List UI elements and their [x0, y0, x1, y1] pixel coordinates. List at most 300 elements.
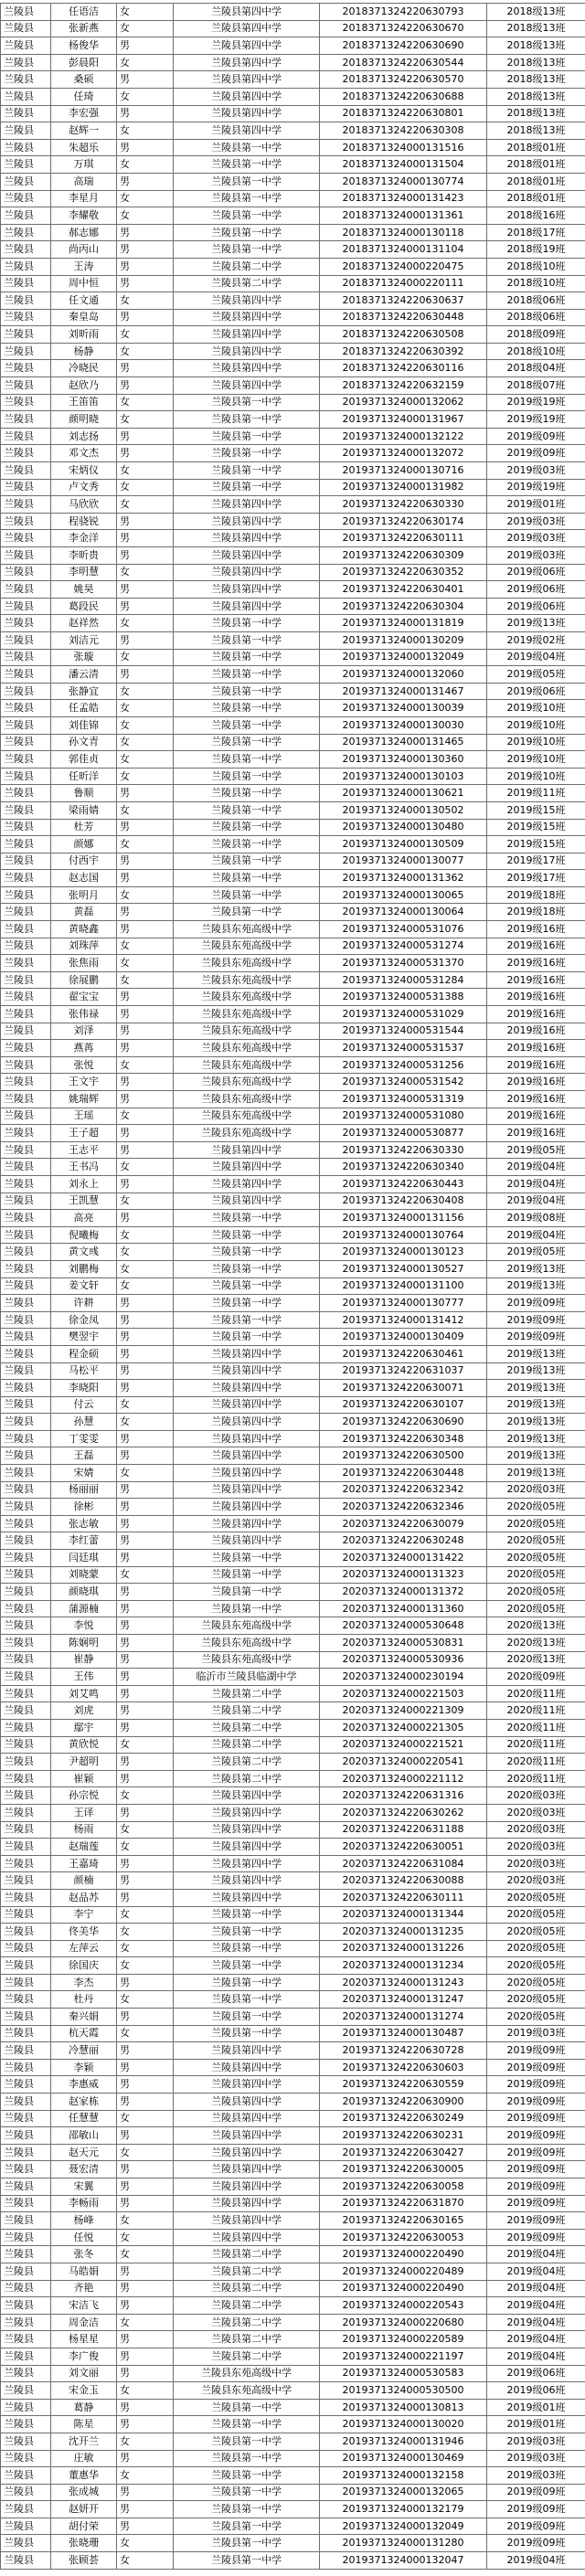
name-cell[interactable]: 付西宇	[51, 853, 117, 870]
school-cell[interactable]: 兰陵县第二中学	[174, 1770, 320, 1787]
county-cell[interactable]: 兰陵县	[1, 1839, 51, 1856]
student-id-cell[interactable]: 2019371324000130509	[320, 836, 487, 853]
student-id-cell[interactable]: 2020371324000221305	[320, 1719, 487, 1736]
school-cell[interactable]: 兰陵县第一中学	[174, 173, 320, 190]
county-cell[interactable]: 兰陵县	[1, 886, 51, 904]
class-cell[interactable]: 2020级05班	[487, 1957, 585, 1975]
class-cell[interactable]: 2019级04班	[487, 1159, 585, 1176]
county-cell[interactable]: 兰陵县	[1, 1074, 51, 1091]
county-cell[interactable]: 兰陵县	[1, 54, 51, 71]
gender-cell[interactable]: 女	[117, 2025, 174, 2042]
class-cell[interactable]: 2019级16班	[487, 955, 585, 972]
school-cell[interactable]: 兰陵县第一中学	[174, 870, 320, 887]
student-id-cell[interactable]: 2019371324000131967	[320, 411, 487, 429]
name-cell[interactable]: 高亮	[51, 1210, 117, 1227]
name-cell[interactable]: 左萍云	[51, 1940, 117, 1957]
name-cell[interactable]: 李晓阳	[51, 1380, 117, 1397]
school-cell[interactable]: 兰陵县第一中学	[174, 428, 320, 445]
school-cell[interactable]: 兰陵县第二中学	[174, 1754, 320, 1771]
school-cell[interactable]: 兰陵县第四中学	[174, 1380, 320, 1397]
school-cell[interactable]: 兰陵县第一中学	[174, 886, 320, 904]
name-cell[interactable]: 黄晓鑫	[51, 921, 117, 938]
school-cell[interactable]: 兰陵县第四中学	[174, 4, 320, 21]
class-cell[interactable]: 2019级06班	[487, 564, 585, 581]
class-cell[interactable]: 2018级13班	[487, 71, 585, 89]
school-cell[interactable]: 兰陵县第四中学	[174, 2127, 320, 2145]
school-cell[interactable]: 兰陵县第四中学	[174, 2144, 320, 2161]
class-cell[interactable]: 2019级05班	[487, 1244, 585, 1261]
school-cell[interactable]: 兰陵县第四中学	[174, 1872, 320, 1890]
gender-cell[interactable]: 女	[117, 292, 174, 310]
name-cell[interactable]: 李畅雨	[51, 2195, 117, 2212]
student-id-cell[interactable]: 2019371324220630559	[320, 2076, 487, 2094]
student-id-cell[interactable]: 2020371324000131372	[320, 1584, 487, 1601]
class-cell[interactable]: 2019级16班	[487, 1074, 585, 1091]
class-cell[interactable]: 2018级06班	[487, 292, 585, 310]
class-cell[interactable]: 2019级16班	[487, 938, 585, 955]
county-cell[interactable]: 兰陵县	[1, 1226, 51, 1244]
class-cell[interactable]: 2018级01班	[487, 173, 585, 190]
class-cell[interactable]: 2018级10班	[487, 275, 585, 292]
school-cell[interactable]: 兰陵县第一中学	[174, 224, 320, 241]
school-cell[interactable]: 兰陵县第四中学	[174, 326, 320, 344]
student-id-cell[interactable]: 2019371324000531080	[320, 1108, 487, 1125]
gender-cell[interactable]: 男	[117, 1447, 174, 1465]
county-cell[interactable]: 兰陵县	[1, 1821, 51, 1839]
school-cell[interactable]: 兰陵县第四中学	[174, 377, 320, 395]
school-cell[interactable]: 兰陵县第四中学	[174, 1193, 320, 1210]
county-cell[interactable]: 兰陵县	[1, 258, 51, 275]
gender-cell[interactable]: 男	[117, 904, 174, 921]
school-cell[interactable]: 兰陵县东苑高级中学	[174, 1617, 320, 1635]
school-cell[interactable]: 兰陵县第一中学	[174, 1584, 320, 1601]
gender-cell[interactable]: 女	[117, 1906, 174, 1924]
student-id-cell[interactable]: 2019371324000130064	[320, 904, 487, 921]
student-id-cell[interactable]: 2018371324000130774	[320, 173, 487, 190]
class-cell[interactable]: 2019级03班	[487, 2433, 585, 2450]
name-cell[interactable]: 彭晨阳	[51, 54, 117, 71]
student-id-cell[interactable]: 2019371324220631870	[320, 2195, 487, 2212]
county-cell[interactable]: 兰陵县	[1, 1430, 51, 1447]
name-cell[interactable]: 黄文彧	[51, 1244, 117, 1261]
name-cell[interactable]: 秦兴娟	[51, 2009, 117, 2026]
name-cell[interactable]: 周中恒	[51, 275, 117, 292]
class-cell[interactable]: 2020级05班	[487, 1532, 585, 1550]
class-cell[interactable]: 2019级18班	[487, 886, 585, 904]
county-cell[interactable]: 兰陵县	[1, 734, 51, 751]
county-cell[interactable]: 兰陵县	[1, 2178, 51, 2196]
student-id-cell[interactable]: 2019371324000130777	[320, 1295, 487, 1312]
school-cell[interactable]: 兰陵县第一中学	[174, 649, 320, 666]
gender-cell[interactable]: 男	[117, 2094, 174, 2111]
student-id-cell[interactable]: 2019371324220630330	[320, 496, 487, 514]
student-id-cell[interactable]: 2020371324000221503	[320, 1685, 487, 1702]
class-cell[interactable]: 2019级16班	[487, 1125, 585, 1142]
county-cell[interactable]: 兰陵县	[1, 1311, 51, 1329]
name-cell[interactable]: 刘虎	[51, 1702, 117, 1720]
class-cell[interactable]: 2019级13班	[487, 1277, 585, 1295]
gender-cell[interactable]: 女	[117, 394, 174, 411]
class-cell[interactable]: 2019级16班	[487, 971, 585, 989]
name-cell[interactable]: 马欣欣	[51, 496, 117, 514]
name-cell[interactable]: 郝志娜	[51, 224, 117, 241]
class-cell[interactable]: 2019级13班	[487, 1396, 585, 1414]
student-id-cell[interactable]: 2019371324220630340	[320, 1159, 487, 1176]
student-id-cell[interactable]: 2019371324000132065	[320, 2484, 487, 2501]
name-cell[interactable]: 孙宗悦	[51, 1787, 117, 1805]
name-cell[interactable]: 赵欣乃	[51, 377, 117, 395]
class-cell[interactable]: 2019级04班	[487, 2348, 585, 2365]
school-cell[interactable]: 兰陵县第一中学	[174, 1550, 320, 1567]
county-cell[interactable]: 兰陵县	[1, 1804, 51, 1821]
student-id-cell[interactable]: 2019371324220630408	[320, 1193, 487, 1210]
school-cell[interactable]: 兰陵县第一中学	[174, 2518, 320, 2535]
name-cell[interactable]: 丁雯雯	[51, 1430, 117, 1447]
class-cell[interactable]: 2020级11班	[487, 1754, 585, 1771]
class-cell[interactable]: 2019级09班	[487, 2212, 585, 2230]
name-cell[interactable]: 鄢宇	[51, 1719, 117, 1736]
class-cell[interactable]: 2019级01班	[487, 2416, 585, 2433]
class-cell[interactable]: 2019级08班	[487, 1210, 585, 1227]
county-cell[interactable]: 兰陵县	[1, 2484, 51, 2501]
student-id-cell[interactable]: 2019371324220630461	[320, 1345, 487, 1362]
gender-cell[interactable]: 女	[117, 1924, 174, 1941]
county-cell[interactable]: 兰陵县	[1, 462, 51, 480]
name-cell[interactable]: 刘昕雨	[51, 326, 117, 344]
name-cell[interactable]: 郭佳贞	[51, 751, 117, 769]
county-cell[interactable]: 兰陵县	[1, 2280, 51, 2297]
gender-cell[interactable]: 男	[117, 1974, 174, 1991]
name-cell[interactable]: 刘文丽	[51, 2365, 117, 2382]
school-cell[interactable]: 兰陵县第四中学	[174, 1465, 320, 1482]
student-id-cell[interactable]: 2019371324000130621	[320, 785, 487, 802]
student-id-cell[interactable]: 2019371324000130209	[320, 631, 487, 649]
gender-cell[interactable]: 男	[117, 1311, 174, 1329]
school-cell[interactable]: 兰陵县第一中学	[174, 615, 320, 632]
student-id-cell[interactable]: 2019371324000531256	[320, 1056, 487, 1074]
county-cell[interactable]: 兰陵县	[1, 1056, 51, 1074]
school-cell[interactable]: 兰陵县第一中学	[174, 2399, 320, 2416]
name-cell[interactable]: 燕苒	[51, 1040, 117, 1057]
county-cell[interactable]: 兰陵县	[1, 1277, 51, 1295]
county-cell[interactable]: 兰陵县	[1, 581, 51, 599]
school-cell[interactable]: 兰陵县第一中学	[174, 801, 320, 819]
name-cell[interactable]: 付云	[51, 1396, 117, 1414]
gender-cell[interactable]: 女	[117, 156, 174, 174]
gender-cell[interactable]: 男	[117, 2365, 174, 2382]
student-id-cell[interactable]: 2018371324220630793	[320, 4, 487, 21]
name-cell[interactable]: 任孟皓	[51, 700, 117, 717]
county-cell[interactable]: 兰陵县	[1, 1906, 51, 1924]
name-cell[interactable]: 赵天元	[51, 2144, 117, 2161]
name-cell[interactable]: 赵品苏	[51, 1889, 117, 1906]
county-cell[interactable]: 兰陵县	[1, 2297, 51, 2315]
student-id-cell[interactable]: 2019371324220630500	[320, 1447, 487, 1465]
name-cell[interactable]: 徐彬	[51, 1499, 117, 1516]
class-cell[interactable]: 2019级17班	[487, 870, 585, 887]
student-id-cell[interactable]: 2018371324000131504	[320, 156, 487, 174]
gender-cell[interactable]: 女	[117, 938, 174, 955]
name-cell[interactable]: 刘鹏梅	[51, 1260, 117, 1277]
gender-cell[interactable]: 男	[117, 2518, 174, 2535]
county-cell[interactable]: 兰陵县	[1, 2450, 51, 2467]
class-cell[interactable]: 2019级10班	[487, 734, 585, 751]
school-cell[interactable]: 兰陵县第四中学	[174, 2161, 320, 2178]
name-cell[interactable]: 秦皇岛	[51, 309, 117, 326]
name-cell[interactable]: 任文通	[51, 292, 117, 310]
name-cell[interactable]: 聂宏清	[51, 2161, 117, 2178]
name-cell[interactable]: 樊翌宇	[51, 1329, 117, 1346]
county-cell[interactable]: 兰陵县	[1, 411, 51, 429]
county-cell[interactable]: 兰陵县	[1, 1108, 51, 1125]
gender-cell[interactable]: 女	[117, 2467, 174, 2485]
name-cell[interactable]: 葛静	[51, 2399, 117, 2416]
class-cell[interactable]: 2020级03班	[487, 1839, 585, 1856]
school-cell[interactable]: 兰陵县第四中学	[174, 547, 320, 565]
class-cell[interactable]: 2018级17班	[487, 224, 585, 241]
school-cell[interactable]: 兰陵县东苑高级中学	[174, 921, 320, 938]
county-cell[interactable]: 兰陵县	[1, 275, 51, 292]
name-cell[interactable]: 赵瑞莲	[51, 1839, 117, 1856]
class-cell[interactable]: 2019级03班	[487, 513, 585, 530]
class-cell[interactable]: 2019级16班	[487, 1006, 585, 1023]
student-id-cell[interactable]: 2019371324220630448	[320, 1465, 487, 1482]
class-cell[interactable]: 2018级16班	[487, 207, 585, 225]
county-cell[interactable]: 兰陵县	[1, 1855, 51, 1872]
student-id-cell[interactable]: 2019371324220630249	[320, 2110, 487, 2127]
county-cell[interactable]: 兰陵县	[1, 2161, 51, 2178]
student-id-cell[interactable]: 2020371324000131226	[320, 1940, 487, 1957]
class-cell[interactable]: 2018级13班	[487, 122, 585, 140]
gender-cell[interactable]: 男	[117, 1074, 174, 1091]
student-id-cell[interactable]: 2020371324000530648	[320, 1617, 487, 1635]
name-cell[interactable]: 张新燕	[51, 20, 117, 37]
county-cell[interactable]: 兰陵县	[1, 37, 51, 55]
class-cell[interactable]: 2018级19班	[487, 241, 585, 259]
school-cell[interactable]: 兰陵县第一中学	[174, 1295, 320, 1312]
county-cell[interactable]: 兰陵县	[1, 2110, 51, 2127]
student-id-cell[interactable]: 2019371324220630309	[320, 547, 487, 565]
student-id-cell[interactable]: 2019371324000131156	[320, 1210, 487, 1227]
class-cell[interactable]: 2019级09班	[487, 2518, 585, 2535]
name-cell[interactable]: 邓文杰	[51, 445, 117, 462]
student-id-cell[interactable]: 2019371324000131467	[320, 683, 487, 700]
county-cell[interactable]: 兰陵县	[1, 2365, 51, 2382]
class-cell[interactable]: 2019级17班	[487, 853, 585, 870]
student-id-cell[interactable]: 2019371324000132158	[320, 2467, 487, 2485]
gender-cell[interactable]: 女	[117, 2212, 174, 2230]
county-cell[interactable]: 兰陵县	[1, 1023, 51, 1040]
gender-cell[interactable]: 女	[117, 1260, 174, 1277]
gender-cell[interactable]: 男	[117, 2416, 174, 2433]
student-id-cell[interactable]: 2019371324220630174	[320, 513, 487, 530]
name-cell[interactable]: 黄磊	[51, 904, 117, 921]
student-id-cell[interactable]: 2019371324000220490	[320, 2246, 487, 2263]
class-cell[interactable]: 2019级15班	[487, 836, 585, 853]
school-cell[interactable]: 兰陵县第一中学	[174, 394, 320, 411]
class-cell[interactable]: 2020级03班	[487, 1481, 585, 1499]
county-cell[interactable]: 兰陵县	[1, 1974, 51, 1991]
name-cell[interactable]: 王志平	[51, 1141, 117, 1159]
school-cell[interactable]: 兰陵县第二中学	[174, 1736, 320, 1754]
name-cell[interactable]: 杨峰	[51, 2212, 117, 2230]
class-cell[interactable]: 2019级15班	[487, 801, 585, 819]
name-cell[interactable]: 董惠华	[51, 2467, 117, 2485]
class-cell[interactable]: 2019级10班	[487, 751, 585, 769]
name-cell[interactable]: 王涛	[51, 258, 117, 275]
gender-cell[interactable]: 女	[117, 1159, 174, 1176]
school-cell[interactable]: 兰陵县第四中学	[174, 1430, 320, 1447]
name-cell[interactable]: 宋婧	[51, 1465, 117, 1482]
school-cell[interactable]: 兰陵县第一中学	[174, 1210, 320, 1227]
school-cell[interactable]: 兰陵县第一中学	[174, 139, 320, 156]
student-id-cell[interactable]: 2019371324000132049	[320, 2518, 487, 2535]
gender-cell[interactable]: 女	[117, 1787, 174, 1805]
class-cell[interactable]: 2019级03班	[487, 2025, 585, 2042]
gender-cell[interactable]: 男	[117, 241, 174, 259]
student-id-cell[interactable]: 2018371324220630670	[320, 20, 487, 37]
student-id-cell[interactable]: 2020371324220630079	[320, 1515, 487, 1532]
gender-cell[interactable]: 男	[117, 1872, 174, 1890]
county-cell[interactable]: 兰陵县	[1, 971, 51, 989]
county-cell[interactable]: 兰陵县	[1, 1702, 51, 1720]
county-cell[interactable]: 兰陵县	[1, 394, 51, 411]
school-cell[interactable]: 兰陵县第一中学	[174, 768, 320, 785]
name-cell[interactable]: 蒲源楠	[51, 1600, 117, 1617]
student-id-cell[interactable]: 2019371324000531388	[320, 989, 487, 1006]
name-cell[interactable]: 李昕贵	[51, 547, 117, 565]
class-cell[interactable]: 2020级05班	[487, 1974, 585, 1991]
school-cell[interactable]: 兰陵县第二中学	[174, 1702, 320, 1720]
name-cell[interactable]: 任慧慧	[51, 2110, 117, 2127]
name-cell[interactable]: 赵妍开	[51, 2501, 117, 2518]
name-cell[interactable]: 宋洁飞	[51, 2297, 117, 2315]
class-cell[interactable]: 2019级18班	[487, 904, 585, 921]
county-cell[interactable]: 兰陵县	[1, 20, 51, 37]
school-cell[interactable]: 兰陵县第四中学	[174, 1345, 320, 1362]
class-cell[interactable]: 2019级13班	[487, 615, 585, 632]
class-cell[interactable]: 2019级10班	[487, 716, 585, 734]
student-id-cell[interactable]: 2019371324000531076	[320, 921, 487, 938]
student-id-cell[interactable]: 2019371324000130123	[320, 1244, 487, 1261]
gender-cell[interactable]: 女	[117, 2246, 174, 2263]
gender-cell[interactable]: 男	[117, 1125, 174, 1142]
name-cell[interactable]: 王凯慧	[51, 1193, 117, 1210]
county-cell[interactable]: 兰陵县	[1, 649, 51, 666]
student-id-cell[interactable]: 2019371324000130764	[320, 1226, 487, 1244]
name-cell[interactable]: 孙慧	[51, 1414, 117, 1431]
name-cell[interactable]: 颜晓琪	[51, 1584, 117, 1601]
student-id-cell[interactable]: 2019371324000130487	[320, 2025, 487, 2042]
gender-cell[interactable]: 女	[117, 462, 174, 480]
student-id-cell[interactable]: 2019371324220630111	[320, 530, 487, 547]
school-cell[interactable]: 兰陵县第二中学	[174, 258, 320, 275]
county-cell[interactable]: 兰陵县	[1, 1550, 51, 1567]
student-id-cell[interactable]: 2019371324000130077	[320, 853, 487, 870]
county-cell[interactable]: 兰陵县	[1, 2195, 51, 2212]
student-id-cell[interactable]: 2019371324220630071	[320, 1380, 487, 1397]
gender-cell[interactable]: 女	[117, 700, 174, 717]
school-cell[interactable]: 兰陵县东苑高级中学	[174, 955, 320, 972]
class-cell[interactable]: 2019级09班	[487, 2094, 585, 2111]
name-cell[interactable]: 梁雨婧	[51, 801, 117, 819]
name-cell[interactable]: 徐展鹏	[51, 971, 117, 989]
class-cell[interactable]: 2018级07班	[487, 377, 585, 395]
gender-cell[interactable]: 女	[117, 751, 174, 769]
student-id-cell[interactable]: 2020371324000131274	[320, 2009, 487, 2026]
class-cell[interactable]: 2018级13班	[487, 4, 585, 21]
student-id-cell[interactable]: 2019371324000220680	[320, 2314, 487, 2331]
gender-cell[interactable]: 男	[117, 1141, 174, 1159]
class-cell[interactable]: 2019级09班	[487, 1295, 585, 1312]
school-cell[interactable]: 兰陵县第四中学	[174, 1481, 320, 1499]
gender-cell[interactable]: 男	[117, 2297, 174, 2315]
name-cell[interactable]: 颜娜	[51, 836, 117, 853]
school-cell[interactable]: 兰陵县东苑高级中学	[174, 989, 320, 1006]
class-cell[interactable]: 2019级13班	[487, 1447, 585, 1465]
school-cell[interactable]: 兰陵县第四中学	[174, 1499, 320, 1516]
student-id-cell[interactable]: 2019371324000130020	[320, 2416, 487, 2433]
county-cell[interactable]: 兰陵县	[1, 190, 51, 207]
county-cell[interactable]: 兰陵县	[1, 801, 51, 819]
class-cell[interactable]: 2018级01班	[487, 190, 585, 207]
class-cell[interactable]: 2019级03班	[487, 462, 585, 480]
student-id-cell[interactable]: 2019371324000220490	[320, 2280, 487, 2297]
class-cell[interactable]: 2019级09班	[487, 2144, 585, 2161]
class-cell[interactable]: 2019级04班	[487, 2331, 585, 2348]
class-cell[interactable]: 2019级09班	[487, 2042, 585, 2060]
name-cell[interactable]: 沈开兰	[51, 2433, 117, 2450]
class-cell[interactable]: 2020级05班	[487, 1940, 585, 1957]
gender-cell[interactable]: 女	[117, 1736, 174, 1754]
student-id-cell[interactable]: 2019371324000130065	[320, 886, 487, 904]
county-cell[interactable]: 兰陵县	[1, 530, 51, 547]
county-cell[interactable]: 兰陵县	[1, 921, 51, 938]
class-cell[interactable]: 2019级03班	[487, 530, 585, 547]
gender-cell[interactable]: 男	[117, 2450, 174, 2467]
gender-cell[interactable]: 男	[117, 139, 174, 156]
student-id-cell[interactable]: 2019371324220630690	[320, 1414, 487, 1431]
student-id-cell[interactable]: 2018371324000130118	[320, 224, 487, 241]
gender-cell[interactable]: 女	[117, 190, 174, 207]
county-cell[interactable]: 兰陵县	[1, 360, 51, 377]
school-cell[interactable]: 兰陵县第四中学	[174, 2094, 320, 2111]
name-cell[interactable]: 王书冯	[51, 1159, 117, 1176]
class-cell[interactable]: 2020级05班	[487, 1566, 585, 1584]
student-id-cell[interactable]: 2019371324000130360	[320, 751, 487, 769]
gender-cell[interactable]: 男	[117, 309, 174, 326]
gender-cell[interactable]: 女	[117, 1108, 174, 1125]
student-id-cell[interactable]: 2020371324000221521	[320, 1736, 487, 1754]
gender-cell[interactable]: 男	[117, 224, 174, 241]
school-cell[interactable]: 兰陵县第一中学	[174, 1991, 320, 2009]
student-id-cell[interactable]: 2020371324000131323	[320, 1566, 487, 1584]
name-cell[interactable]: 翟宝宝	[51, 989, 117, 1006]
county-cell[interactable]: 兰陵县	[1, 2009, 51, 2026]
name-cell[interactable]: 张顾荟	[51, 2552, 117, 2570]
student-id-cell[interactable]: 2018371324000131104	[320, 241, 487, 259]
name-cell[interactable]: 胡付荣	[51, 2518, 117, 2535]
student-id-cell[interactable]: 2019371324000132062	[320, 394, 487, 411]
class-cell[interactable]: 2019级04班	[487, 2314, 585, 2331]
class-cell[interactable]: 2020级05班	[487, 1550, 585, 1567]
county-cell[interactable]: 兰陵县	[1, 1651, 51, 1669]
student-id-cell[interactable]: 2019371324220630900	[320, 2094, 487, 2111]
class-cell[interactable]: 2019级11班	[487, 785, 585, 802]
school-cell[interactable]: 兰陵县第一中学	[174, 445, 320, 462]
class-cell[interactable]: 2019级09班	[487, 1311, 585, 1329]
school-cell[interactable]: 兰陵县第一中学	[174, 1277, 320, 1295]
